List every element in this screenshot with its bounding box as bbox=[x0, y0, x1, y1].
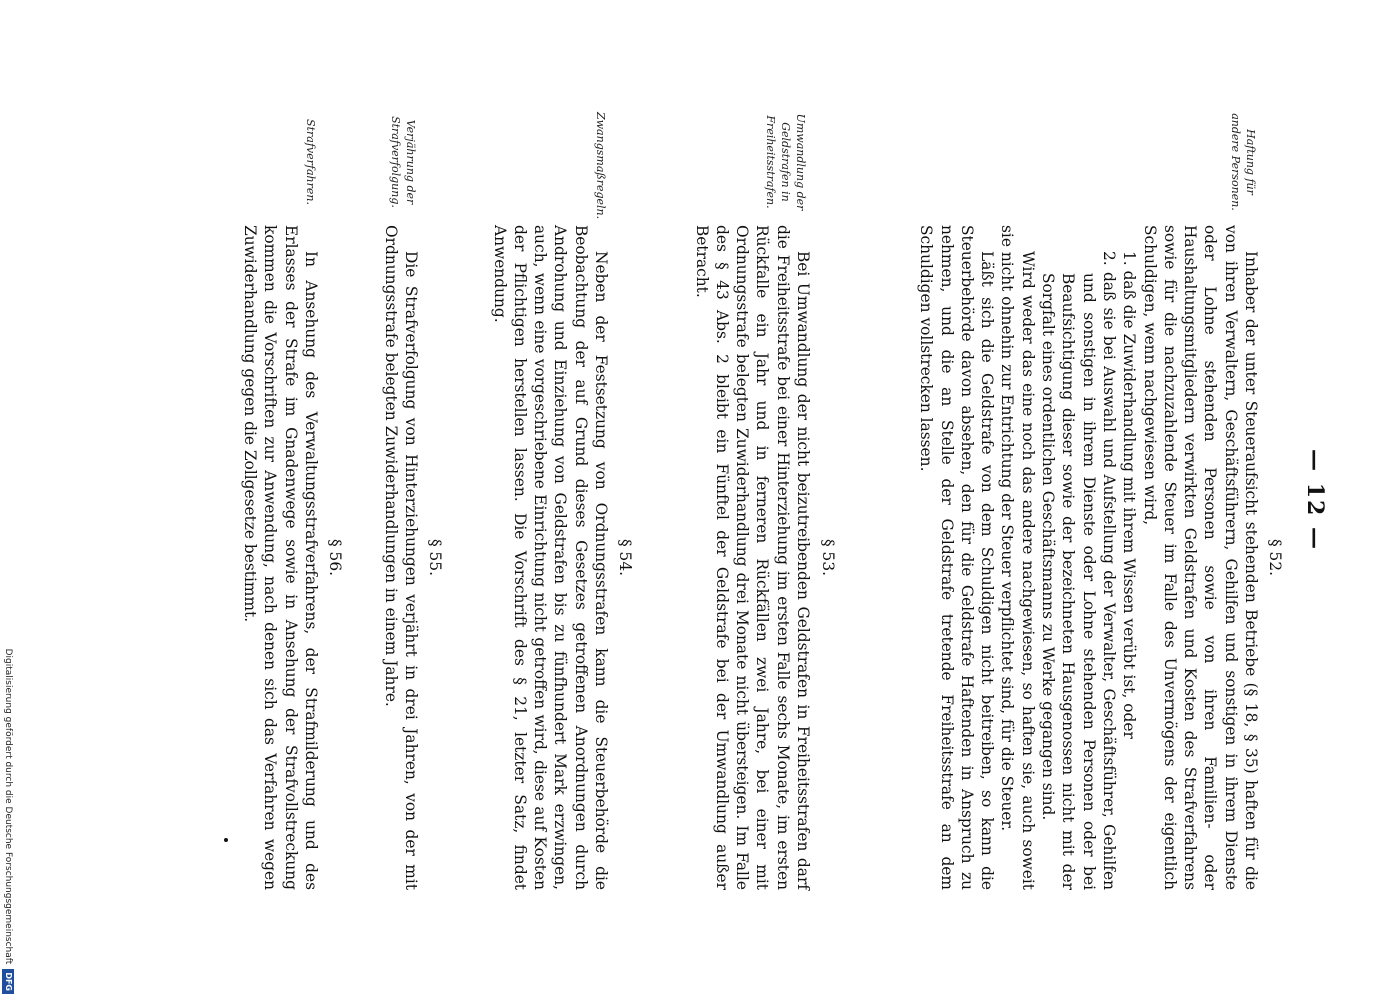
page-number: — 12 — bbox=[1302, 449, 1328, 551]
section-55-heading: § 55. bbox=[426, 538, 444, 577]
margin-note-verjaehrung: Verjährung der Strafverfolgung. bbox=[389, 116, 417, 208]
margin-note-haftung: Haftung für andere Personen. bbox=[1229, 113, 1257, 211]
section-56-heading: § 56. bbox=[326, 538, 344, 577]
footer-text: Digitalisierung gefördert durch die Deutsche Forschungsgemeinschaft bbox=[3, 648, 13, 965]
section-54-text: Neben der Festsetzung von Ordnungsstrafen kann die Steuerbehörde die Beobachtung der auf Grund dieses Gesetzes getroffenen Anordnungen durch Androhung und Einziehung von Geldstrafen bis zu fünfhundert Mark erzwingen, auch, wenn eine vorgeschriebene Einrichtung nicht getroffen wird, diese auf Kosten der Pflichtigen herstellen lassen. Die Vorschrift des § 21, letzter Satz, findet Anwendung. bbox=[490, 225, 610, 890]
section-55-text: Die Strafverfolgung von Hinterziehungen verjährt in drei Jahren, von der mit Ordnungsstrafe belegten Zuwiderhandlungen in einem Jahre. bbox=[381, 225, 420, 890]
digitization-footer bbox=[0, 0, 16, 1000]
section-54-body bbox=[489, 225, 611, 890]
section-52-paragraph-3: Läßt sich die Geldstrafe von dem Schuldigen nicht beitreiben, so kann die Steuerbehörde davon absehen, den für die Geldstrafe Haftenden in Anspruch zu nehmen, und die an Stelle der Geldstrafe tretende Freiheitsstrafe an dem Schuldigen vollstrecken lassen. bbox=[917, 225, 997, 890]
section-53-heading: § 53. bbox=[819, 538, 837, 577]
margin-note-umwandlung: Umwandlung der Geldstrafen in Freiheitsstrafen. bbox=[764, 113, 807, 211]
section-52-item-2: 2. daß sie bei Auswahl und Aufstellung der Verwalter, Geschäftsführer, Gehilfen und sonstigen in ihrem Dienste oder Lohne stehenden Personen oder bei Beaufsichtigung dieser sowie der bezeichneten Hausgenossen nicht mit der Sorgfalt eines ordentlichen Geschäftsmanns zu Werke gegangen sind. bbox=[1039, 251, 1118, 890]
section-52-item-1: 1. daß die Zuwiderhandlung mit ihrem Wissen verübt ist, oder bbox=[1120, 251, 1139, 739]
dfg-logo-icon: DFG bbox=[2, 969, 14, 994]
section-52-body bbox=[916, 225, 1261, 890]
section-52-paragraph-2: Wird weder das eine noch das andere nachgewiesen, so haften sie, auch soweit sie nicht ohnehin zur Entrichtung der Steuer verpflichtet sind, für die Steuer. bbox=[998, 225, 1037, 890]
section-52-intro: Inhaber der unter Steueraufsicht stehenden Betriebe (§ 18, § 35) haften für die von ihren Verwaltern, Geschäftsführern, Gehilfen und sonstigen in ihrem Dienste oder Lohne stehenden Personen sowie von ihren Familien- oder Haushaltungsmitgliedern verwirkten Geldstrafen und Kosten des Strafverfahrens sowie für die nachzuzahlende Steuer im Falle des Unvermögens der eigentlich Schuldigen, wenn nachgewiesen wird, bbox=[1140, 225, 1260, 890]
section-56-text: In Ansehung des Verwaltungsstrafverfahrens, der Strafmilderung und des Erlasses der Strafe im Gnadenwege sowie in Ansehung der Strafvollstreckung kommen die Vorschriften zur Anwendung, nach denen sich das Verfahren wegen Zuwiderhandlung gegen die Zollgesetze bestimmt. bbox=[241, 225, 320, 890]
section-56-body bbox=[240, 225, 321, 890]
section-52-heading: § 52. bbox=[1266, 538, 1284, 577]
section-54-heading: § 54. bbox=[616, 538, 634, 577]
margin-note-strafverfahren: Strafverfahren. bbox=[304, 119, 317, 205]
margin-note-zwangsmassregeln: Zwangsmaßregeln. bbox=[594, 112, 607, 220]
section-53-text: Bei Umwandlung der nicht beizutreibenden Geldstrafen in Freiheitsstrafen darf die Freiheitsstrafe bei einer Hinterziehung im ersten Falle sechs Monate, im ersten Rückfalle ein Jahr und in ferneren Rückfällen zwei Jahre, bei einer mit Ordnungsstrafe belegten Zuwiderhandlung drei Monate nicht übersteigen. Im Falle des § 43 Abs. 2 bleibt ein Fünftel der Geldstrafe bei der Umwandlung außer Betracht. bbox=[692, 225, 812, 890]
section-53-body bbox=[691, 225, 813, 890]
ink-dot bbox=[224, 838, 228, 842]
section-55-body bbox=[380, 225, 421, 890]
